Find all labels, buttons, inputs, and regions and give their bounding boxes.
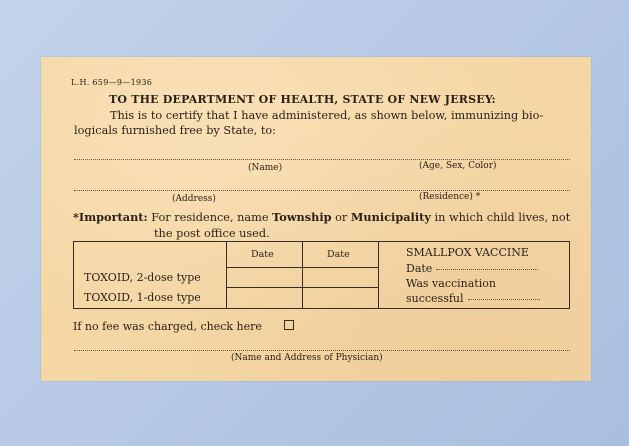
age-sex-color-caption: (Age, Sex, Color) <box>419 161 497 171</box>
residence-caption: (Residence) * <box>419 192 481 202</box>
toxoid-2dose-label: TOXOID, 2-dose type <box>84 271 201 284</box>
important-line-2: the post office used. <box>154 227 270 240</box>
municipality-word: Municipality <box>350 210 431 224</box>
toxoid-2dose-date-1-cell[interactable] <box>227 268 301 286</box>
intro-line-2: logicals furnished free by State, to: <box>74 124 276 137</box>
important-note <box>73 210 570 224</box>
no-fee-label: If no fee was charged, check here <box>73 320 262 333</box>
form-heading: TO THE DEPARTMENT OF HEALTH, STATE OF NEW JERSEY: <box>109 93 496 106</box>
form-code: L.H. 659—9—1936 <box>71 78 153 87</box>
important-text-b: in which child lives, not <box>434 211 571 224</box>
important-text-a: For residence, name <box>151 211 269 224</box>
date-header-1: Date <box>251 249 274 260</box>
successful-row <box>406 292 540 305</box>
physician-line[interactable] <box>74 350 570 351</box>
smallpox-date-label: Date <box>406 262 433 275</box>
immunization-table <box>73 241 570 309</box>
smallpox-date-field[interactable] <box>436 269 538 270</box>
toxoid-1dose-date-1-cell[interactable] <box>227 288 301 307</box>
physician-caption: (Name and Address of Physician) <box>231 353 383 363</box>
toxoid-2dose-date-2-cell[interactable] <box>303 268 377 286</box>
address-line[interactable] <box>74 190 570 191</box>
successful-field[interactable] <box>468 299 540 300</box>
postcard-form <box>41 57 591 381</box>
township-word: Township <box>272 210 332 224</box>
toxoid-1dose-date-2-cell[interactable] <box>303 288 377 307</box>
toxoid-1dose-label: TOXOID, 1-dose type <box>84 291 201 304</box>
successful-label: successful <box>406 292 464 305</box>
or-word: or <box>335 211 348 224</box>
name-line[interactable] <box>74 159 570 160</box>
smallpox-date-row <box>406 262 538 275</box>
important-label: *Important: <box>73 210 148 224</box>
address-caption: (Address) <box>172 194 216 204</box>
name-caption: (Name) <box>248 163 283 173</box>
col-divider-3 <box>378 242 379 308</box>
date-header-2: Date <box>327 249 350 260</box>
was-vaccination-label: Was vaccination <box>406 277 496 290</box>
intro-line-1: This is to certify that I have administered, as shown below, immunizing bio- <box>110 109 544 122</box>
no-fee-checkbox[interactable] <box>284 320 294 330</box>
smallpox-title: SMALLPOX VACCINE <box>406 246 529 259</box>
